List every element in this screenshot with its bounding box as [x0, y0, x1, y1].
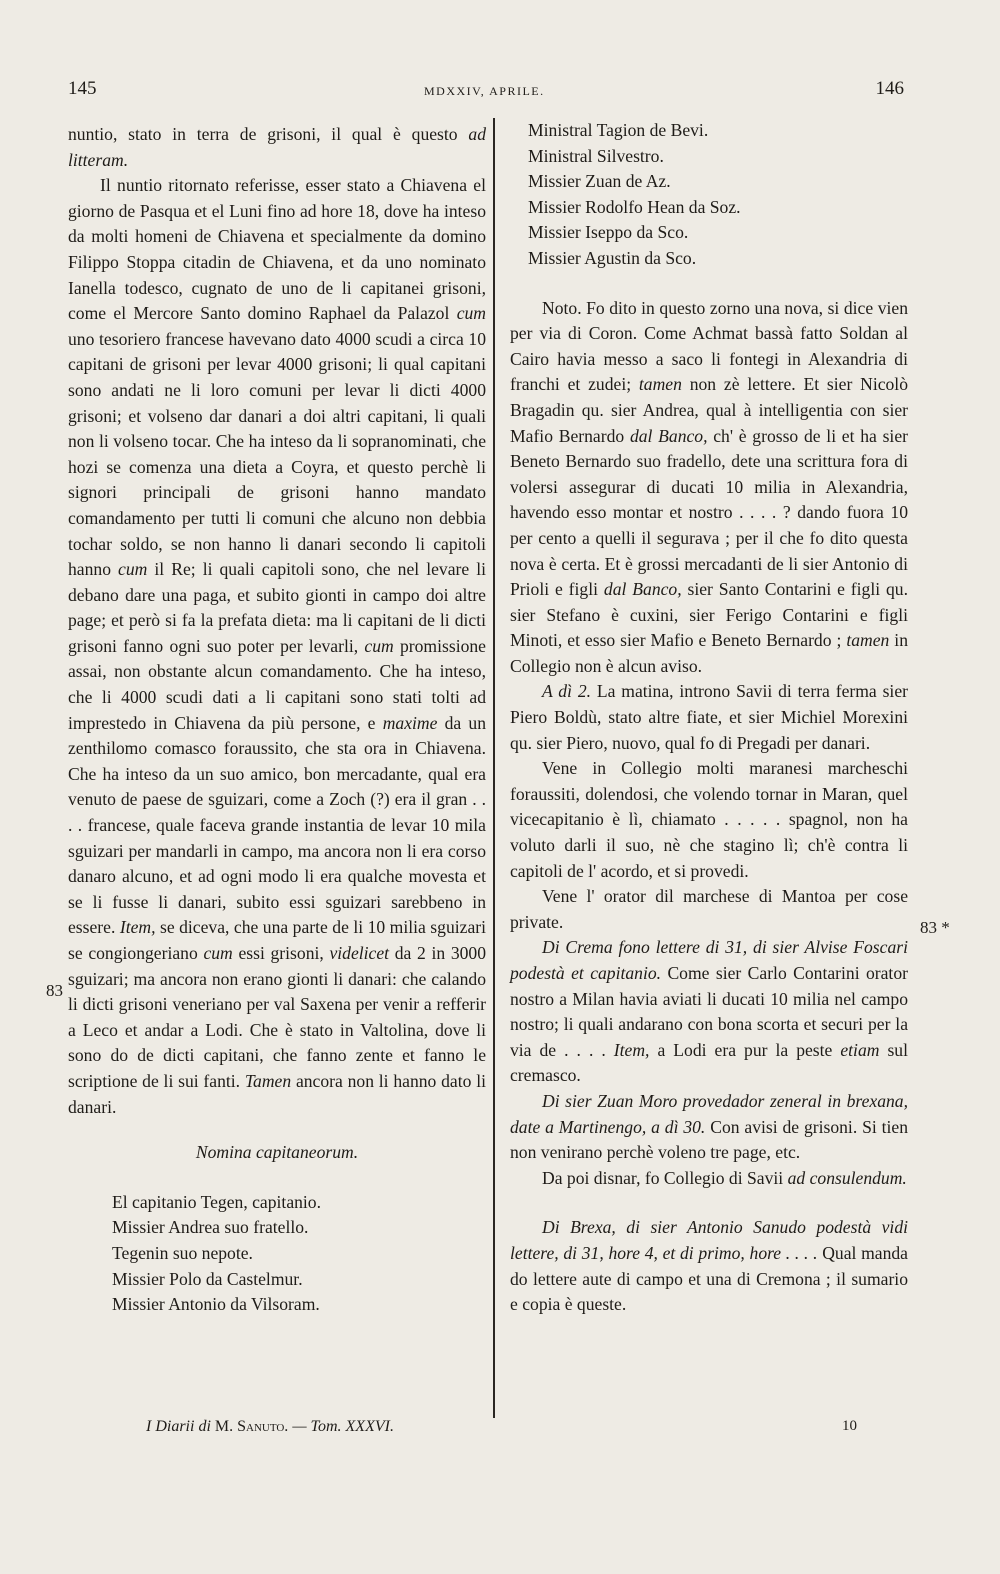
- right-paragraph-collegio: Da poi disnar, fo Collegio di Savii ad consulendum.: [542, 1167, 907, 1188]
- captains-list-continued: [510, 118, 908, 272]
- list-item: Missier Rodolfo Hean da Soz.: [528, 196, 741, 217]
- footer-title: I Diarii di M. Sanuto. — Tom. XXXVI.: [146, 1418, 394, 1435]
- list-item: Ministral Silvestro.: [528, 145, 664, 166]
- list-item: El capitanio Tegen, capitanio.: [112, 1191, 322, 1212]
- list-item: Missier Iseppo da Sco.: [528, 222, 689, 243]
- right-paragraph-maranesi: Vene in Collegio molti maranesi marcheschi foraussiti, dolendosi, che volendo tornar in Maran, quel vicecapitanio è lì, chiamato . . . . . spagnol, non ha voluto darli il suo, nè che stagino lì; ch'è contra li capitoli de l' acordo, et si provedi.: [510, 758, 908, 881]
- list-item: Missier Zuan de Az.: [528, 171, 671, 192]
- list-item: Missier Andrea suo fratello.: [112, 1217, 309, 1238]
- running-title: MDXXIV, APRILE.: [424, 84, 545, 98]
- right-paragraph-moro: Di sier Zuan Moro provedador zeneral in brexana, date a Martinengo, a dì 30. Con avisi de grisoni. Si tien non venirano perchè voleno tre page, etc.: [510, 1090, 908, 1163]
- captains-list: [68, 1190, 486, 1318]
- left-column: [68, 122, 486, 1318]
- right-column: [510, 118, 908, 1318]
- section-heading: Nomina capitaneorum.: [195, 1142, 359, 1163]
- margin-page-number-left: 83: [46, 981, 63, 1000]
- signature-mark: 10: [842, 1418, 857, 1434]
- margin-page-number-right: 83 *: [920, 918, 950, 937]
- list-item: Missier Antonio da Vilsoram.: [112, 1294, 320, 1315]
- right-paragraph-noto: Noto. Fo dito in questo zorno una nova, si dice vien per via di Coron. Come Achmat bassà fatto Soldan al Cairo havia messo a saco li fontegi in Alexandria di franchi et zudei; tamen non zè lettere. Et sier Nicolò Bragadin qu. sier Andrea, qual à intelligentia con sier Mafio Bernardo dal Banco, ch' è grosso de li et ha sier Beneto Bernardo suo fradello, dete una scrittura fora di volersi assegurar di ducati 10 milia in Alexandria, havendo esso montar et nostro . . . . ? dando fuora 10 per cento a quelli il segurava ; per il che fo dito questa nova è certa. Et è grossi mercadanti de li sier Antonio di Prioli e figli dal Banco, sier Santo Contarini e figli qu. sier Stefano è cuxini, sier Ferigo Contarini e figli Minoti, et esso sier Mafio e Beneto Bernardo ; tamen in Collegio non è alcun aviso.: [510, 297, 908, 676]
- right-paragraph-brexa: Di Brexa, di sier Antonio Sanudo podestà vidi lettere, di 31, hore 4, et di primo, hore . . . . Qual manda do lettere aute di campo et una di Cremona ; il sumario e copia è queste.: [510, 1217, 908, 1315]
- left-paragraph-2: Il nuntio ritornato referisse, esser stato a Chiavena el giorno de Pasqua et el Luni fino ad hore 18, dove ha inteso da molti homeni de Chiavena et specialmente da domino Filippo Stoppa citadin de Chiavena, et da uno nominato Ianella todesco, cugnato de uno de li capitanei grisoni, come el Mercore Santo domino Raphael da Palazol cum uno tesoriero francese havevano dato 4000 scudi a circa 10 capitani de grisoni per levar 4000 grisoni; li qual capitani sono andati ne li loro comuni per levar li dicti 4000 grisoni; et volseno dar danari a doi altri capitani, li quali non li volseno tocar. Che ha inteso da li sopranominati, che hozi se comenza una dieta a Coyra, et questo perchè li signori principali de grisoni hanno mandato comandamento per tutti li comuni che alcuno non debbia tochar soldo, se non hanno li danari secondo li capitoli hanno cum il Re; li quali capitoli sono, che nel levare li debano dare una paga, et subito gionti in campo doi altre page; et però si fa la prefata dieta: ma li capitani de li dicti grisoni fanno ogni suo poter per levarli, cum promissione assai, non obstante alcun comandamento. Che ha inteso, che li 4000 scudi dati a li capitani sono stati tolti ad imprestedo in Chiavena da più persone, e maxime da un zenthilomo comasco foraussito, che sta ora in Chiavena. Che ha inteso da un suo amico, bon mercadante, qual era venuto de paese de sguizari, come a Zoch (?) era il gran . . . . francese, quale faceva grande instantia de levar 10 mila sguizari per mandarli in campo, ma ancora non li era corso danaro alcuno, et ad ogni modo li era qualche movesta et se li fusse li danari, subito essi sguizari sarebbeno in essere. Item, se diceva, che una parte de li 10 milia sguizari se congiongeriano cum essi grisoni, videlicet da 2 in 3000 sguizari; ma ancora non erano gionti li danari: che calando li dicti grisoni veneriano per val Saxena per venir a refferir a Leco et andar a Lodi. Che è stato in Valtolina, dove li sono do de dicti capitani, che fanno zente et fanno le scriptione de li sui fanti. Tamen ancora non li hanno dato li danari.: [68, 175, 487, 1117]
- page-number-right: 146: [875, 78, 904, 99]
- right-paragraph-crema: Di Crema fono lettere di 31, di sier Alvise Foscari podestà et capitanio. Come sier Carlo Contarini orator nostro a Milan havia aviati li ducati 10 milia nel campo nostro; li quali andarano con bona scorta et securi per la via de . . . . Item, a Lodi era pur la peste etiam sul cremasco.: [510, 937, 908, 1086]
- column-divider: [493, 118, 495, 1418]
- list-item: Tegenin suo nepote.: [112, 1242, 253, 1263]
- list-item: Missier Agustin da Sco.: [528, 247, 697, 268]
- list-item: Ministral Tagion de Bevi.: [528, 120, 709, 140]
- left-paragraph-1: nuntio, stato in terra de grisoni, il qual è questo ad litteram.: [68, 124, 486, 170]
- list-item: Missier Polo da Castelmur.: [112, 1268, 303, 1289]
- right-paragraph-date: A dì 2. La matina, introno Savii di terra ferma sier Piero Boldù, stato altre fiate, et sier Michiel Morexini qu. sier Piero, nuovo, qual fo di Pregadi per danari.: [510, 681, 908, 753]
- page-number-left: 145: [68, 78, 97, 99]
- right-paragraph-orator: Vene l' orator dil marchese di Mantoa per cose private.: [510, 886, 908, 932]
